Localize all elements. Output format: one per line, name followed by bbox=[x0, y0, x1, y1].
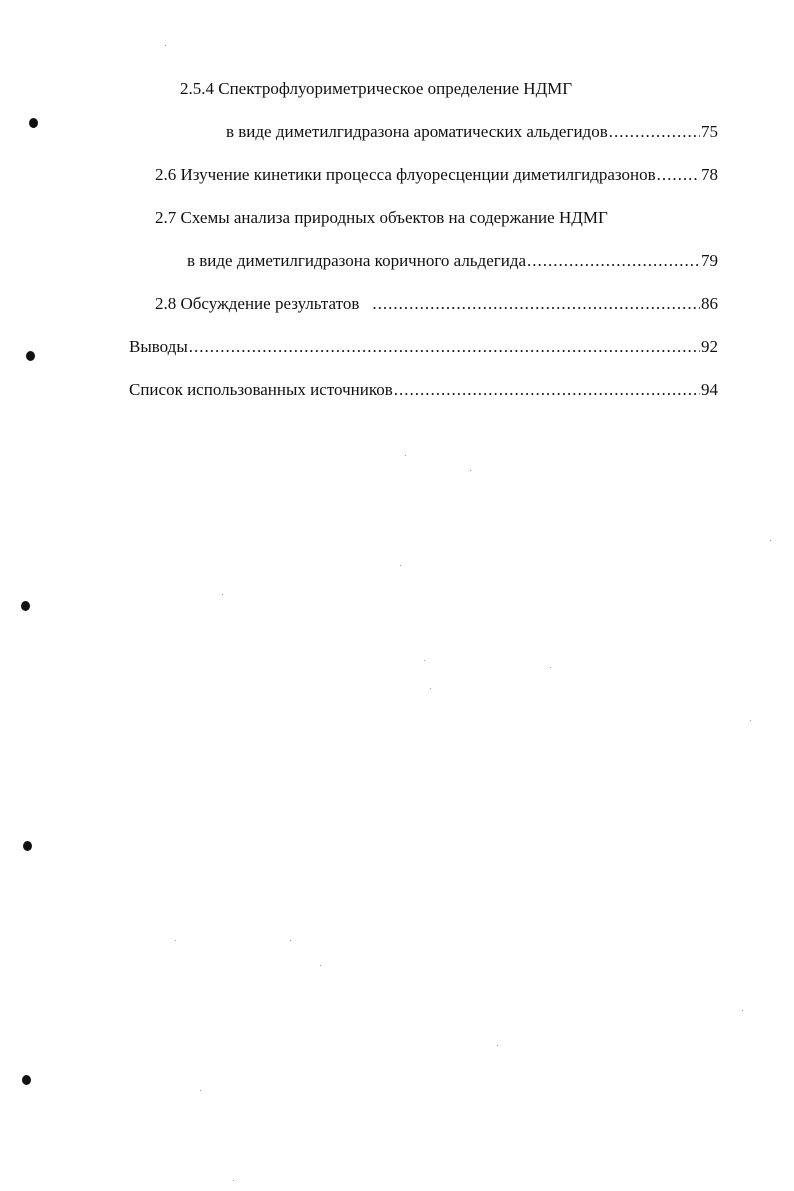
toc-page-number: 92 bbox=[701, 337, 718, 356]
scan-speck bbox=[770, 540, 771, 541]
toc-entry-references[interactable] bbox=[129, 379, 718, 401]
scan-speck bbox=[165, 45, 166, 46]
scan-speck bbox=[400, 565, 401, 566]
toc-entry-2-7[interactable] bbox=[187, 250, 718, 272]
toc-entry-2-7-title bbox=[155, 207, 608, 229]
toc-entry-2-6[interactable] bbox=[155, 164, 718, 186]
scan-speck bbox=[175, 940, 176, 941]
toc-entry-title: в виде диметилгидразона ароматических альдегидов bbox=[226, 122, 608, 141]
scan-speck bbox=[497, 1045, 498, 1046]
toc-entry-conclusions[interactable] bbox=[129, 336, 718, 358]
scan-speck bbox=[430, 688, 431, 689]
scan-speck bbox=[470, 470, 471, 471]
scan-speck bbox=[320, 965, 321, 966]
toc-page-number: 94 bbox=[701, 380, 718, 399]
dot-leader bbox=[527, 250, 700, 272]
scan-speck bbox=[200, 1090, 201, 1091]
scan-speck bbox=[424, 660, 425, 661]
dot-leader bbox=[372, 293, 700, 315]
toc-entry-title: 2.6 Изучение кинетики процесса флуоресценции диметилгидразонов bbox=[155, 165, 656, 184]
dot-leader bbox=[609, 121, 700, 143]
scan-speck bbox=[742, 1010, 743, 1011]
toc-page-number: 86 bbox=[701, 294, 718, 313]
scan-speck bbox=[405, 455, 406, 456]
toc-entry-2-8[interactable] bbox=[155, 293, 718, 315]
punch-hole-4 bbox=[23, 841, 32, 851]
scan-speck bbox=[233, 1180, 234, 1181]
toc-page-number: 79 bbox=[701, 251, 718, 270]
punch-hole-5 bbox=[22, 1075, 31, 1085]
dot-leader bbox=[189, 336, 700, 358]
dot-leader bbox=[657, 164, 700, 186]
scan-speck bbox=[550, 667, 551, 668]
toc-entry-title: Список использованных источников bbox=[129, 380, 393, 399]
scan-speck bbox=[222, 594, 223, 595]
toc-entry-title: 2.5.4 Спектрофлуориметрическое определение НДМГ bbox=[180, 79, 573, 98]
toc-entry-2-5-4[interactable] bbox=[226, 121, 718, 143]
toc-entry-title: Выводы bbox=[129, 337, 188, 356]
scan-speck bbox=[750, 720, 751, 721]
toc-entry-title: 2.8 Обсуждение результатов bbox=[155, 294, 360, 313]
toc-page-number: 78 bbox=[701, 165, 718, 184]
punch-hole-1 bbox=[29, 118, 38, 128]
scan-speck bbox=[290, 940, 291, 941]
toc-entry-title: 2.7 Схемы анализа природных объектов на содержание НДМГ bbox=[155, 208, 608, 227]
punch-hole-3 bbox=[21, 601, 30, 611]
toc-entry-title: в виде диметилгидразона коричного альдегида bbox=[187, 251, 527, 270]
toc-entry-2-5-4-title bbox=[180, 78, 572, 100]
punch-hole-2 bbox=[26, 351, 35, 361]
toc-page-number: 75 bbox=[701, 122, 718, 141]
dot-leader bbox=[394, 379, 700, 401]
